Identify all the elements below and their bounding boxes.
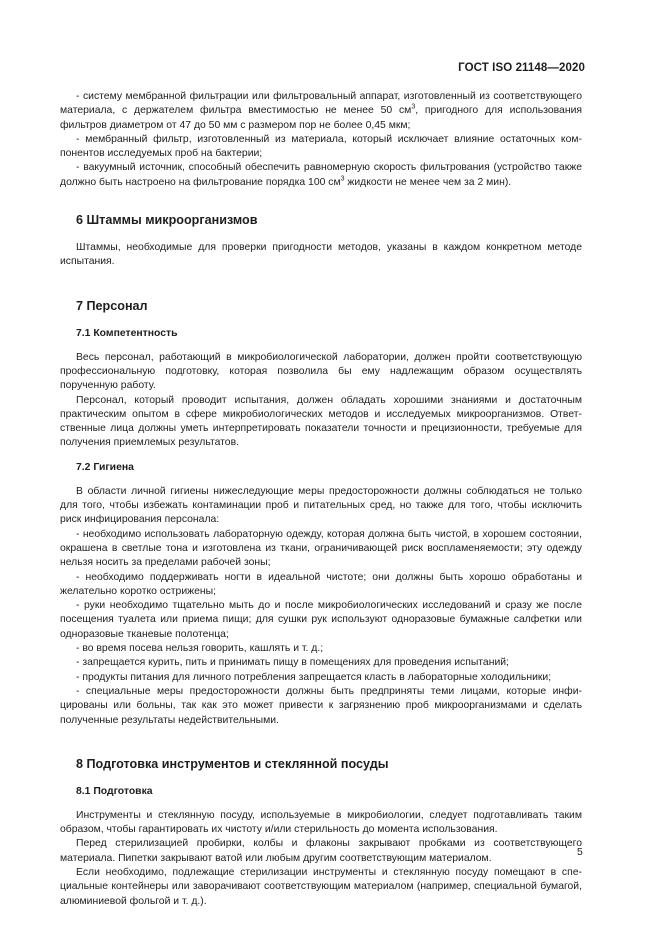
section-7-1-paragraph-2: Персонал, который проводит испытания, должен обладать хорошими знаниями и достаточным практическим опытом в сфере микробиологических методов и исследуемых микроорганизмов. Ответственные лица должны уметь интерпретировать показатели точности и прецизионности, требуемые для получения приемлемых результатов. xyxy=(60,394,582,449)
section-6-heading: 6 Штаммы микроорганизмов xyxy=(76,213,258,228)
hygiene-item-talking: - во время посева нельзя говорить, кашлять и т. д.; xyxy=(76,643,324,655)
hygiene-item-smoking: - запрещается курить, пить и принимать пищу в помещениях для проведения испытаний; xyxy=(76,657,509,669)
section-8-heading: 8 Подготовка инструментов и стеклянной посуды xyxy=(76,756,389,771)
section-7-1-heading: 7.1 Компетентность xyxy=(76,327,178,339)
section-6-text: Штаммы, необходимые для проверки пригодности методов, указаны в каждом конкретном методе испытания. xyxy=(60,242,582,268)
section-7-heading: 7 Персонал xyxy=(76,298,148,313)
page-number: 5 xyxy=(577,847,583,858)
document-code-header: ГОСТ ISO 21148—2020 xyxy=(458,62,585,74)
hygiene-item-hands: - руки необходимо тщательно мыть до и после микробиологических исследований и сразу же после посещения туалета или приема пищи; для сушки рук используют одноразовые бумажные салфетки или одноразовые тканевые полотенца; xyxy=(60,600,582,640)
list-item-filtration-system: - систему мембранной фильтрации или фильтровальный аппарат, изготовленный из соответствующего материала, с держателем фильтра вместимостью не менее 50 $см^3$, пригодного для использования фильтров диаметром от 47 до 50 мм с размером пор не более 0,45 мкм; xyxy=(60,91,582,131)
list-item-vacuum-source: - вакуумный источник, способный обеспечить равномерную скорость фильтрования (устройство также должно быть настроено на фильтрование порядка 100 $см^3$ жидкости не менее чем за 2 мин). xyxy=(60,162,582,188)
section-8-1-paragraph-3: Если необходимо, подлежащие стерилизации инструменты и стеклянную посуду помещают в специальные контейнеры или заворачивают соответствующим материалом (например, специальной бумагой, алюминиевой фольгой и т. д.). xyxy=(60,866,582,907)
section-8-1-paragraph-2: Перед стерилизацией пробирки, колбы и флаконы закрывают пробками из соответствующего материала. Пипетки закрывают ватой или любым другим соответствующим материалом. xyxy=(60,838,582,864)
section-7-1-paragraph-1: Весь персонал, работающий в микробиологической лаборатории, должен пройти соответствующую профессиональную подготовку, которая позволила бы ему надлежащим образом осуществлять порученную работу. xyxy=(60,351,582,392)
hygiene-item-nails: - необходимо поддерживать ногти в идеальной чистоте; они должны быть хорошо обработаны и желательно коротко острижены; xyxy=(60,571,582,597)
list-item-membrane-filter: - мембранный фильтр, изготовленный из материала, который исключает влияние остаточных компонентов исследуемых проб на бактерии; xyxy=(60,133,582,160)
section-7-2-heading: 7.2 Гигиена xyxy=(76,461,134,473)
section-8-1-heading: 8.1 Подготовка xyxy=(76,785,153,797)
hygiene-item-clothing: - необходимо использовать лабораторную одежду, которая должна быть чистой, в хорошем состоянии, окрашена в светлые тона и изготовлена из ткани, ограничивающей риск воспламеняемости; эту одежду нельзя носить за пределами рабочей зоны; xyxy=(60,528,582,569)
section-8-1-paragraph-1: Инструменты и стеклянную посуду, используемые в микробиологии, следует подготавливать таким образом, чтобы гарантировать их чистоту и/или стерильность до момента использования. xyxy=(60,809,582,836)
hygiene-item-infected-persons: - специальные меры предосторожности должны быть предприняты теми лицами, которые инфицированы или больны, так как это может привести к загрязнению проб микроорганизмами и сделать полученные результаты недействительными. xyxy=(60,685,582,726)
hygiene-item-food-storage: - продукты питания для личного потребления запрещается класть в лабораторные холодильники; xyxy=(76,671,552,683)
document-body xyxy=(60,90,582,909)
section-7-2-intro: В области личной гигиены нижеследующие меры предосторожности должны соблюдаться не только для того, чтобы избежать контаминации проб и питательных сред, но также для того, чтобы исключить риск инфицирования персонала: xyxy=(60,485,582,526)
